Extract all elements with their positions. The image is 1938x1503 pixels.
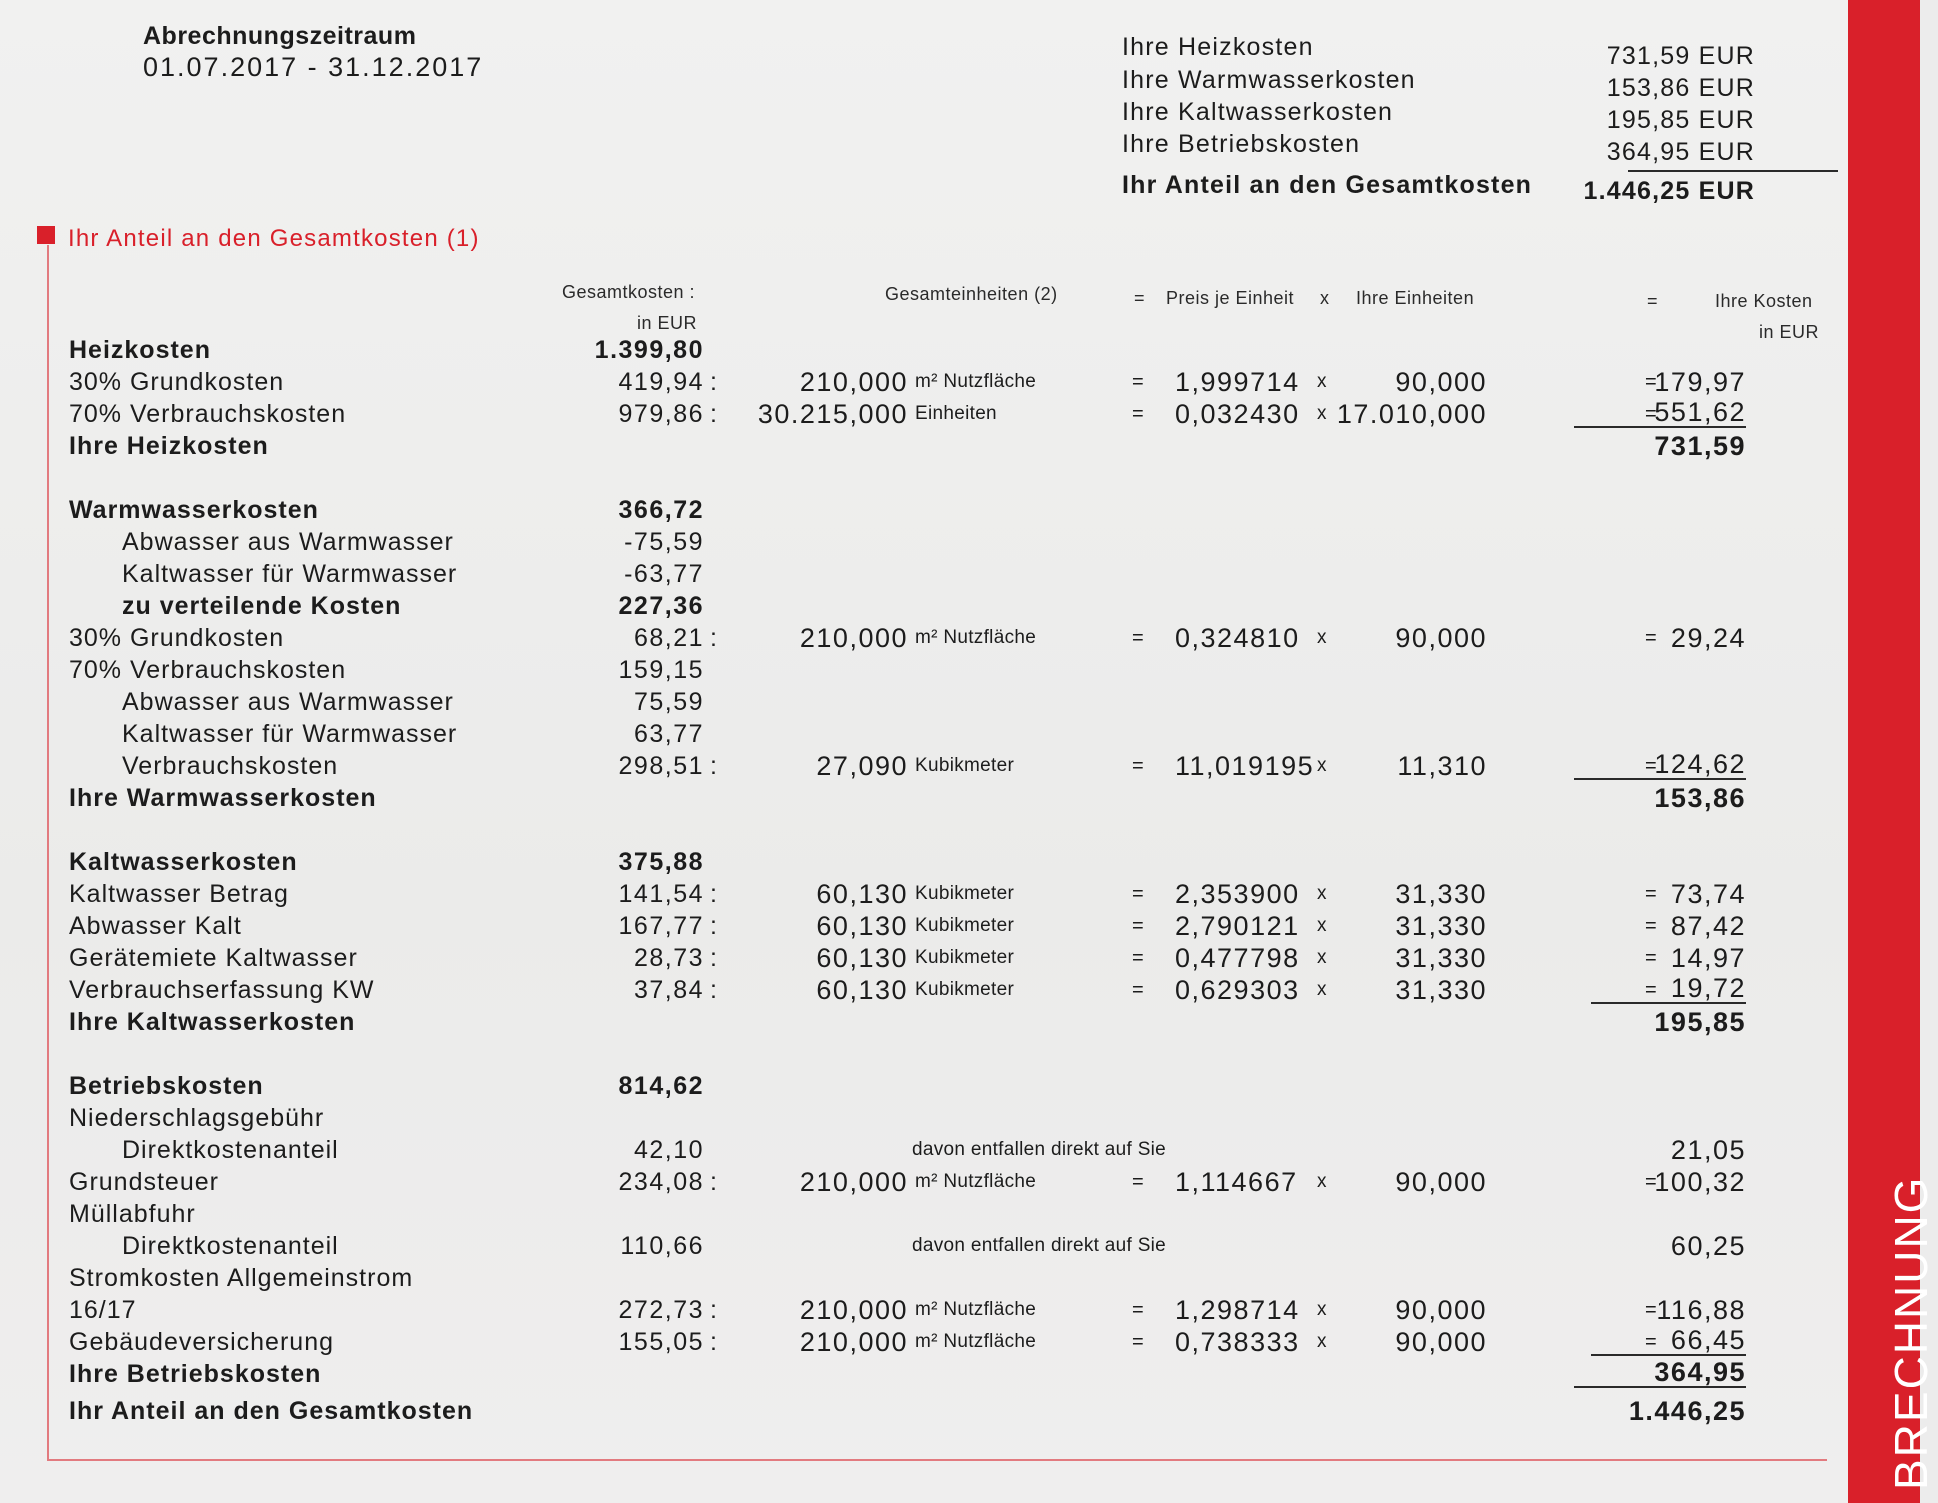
table-row	[0, 494, 1848, 526]
row-label: Ihre Warmwasserkosten	[69, 784, 377, 812]
table-row	[0, 718, 1848, 750]
row-label: Kaltwasser für Warmwasser	[122, 560, 458, 588]
summary-warmwater-label: Ihre Warmwasserkosten	[1122, 66, 1416, 94]
table-row	[0, 942, 1848, 974]
header-your-units: Ihre Einheiten	[1356, 288, 1475, 308]
row-your-units: 31,330	[1395, 943, 1487, 973]
row-your-units: 11,310	[1397, 751, 1487, 781]
section-marker-icon	[37, 226, 55, 244]
row-label: Direktkostenanteil	[122, 1136, 339, 1164]
row-your-cost: 87,42	[1670, 911, 1746, 941]
row-total-cost: 814,62	[618, 1072, 704, 1100]
row-your-units: 90,000	[1395, 623, 1487, 653]
row-unit-type: m² Nutzfläche	[915, 1331, 1037, 1352]
row-total-units: 27,090	[816, 751, 908, 781]
period-value: 01.07.2017 - 31.12.2017	[143, 52, 484, 82]
table-row	[0, 654, 1848, 686]
table-row	[0, 398, 1848, 430]
row-equals: =	[1132, 915, 1144, 937]
table-row	[0, 1358, 1848, 1390]
table-row	[0, 1198, 1848, 1230]
table-row	[0, 430, 1848, 462]
row-your-cost: 364,95	[1574, 1358, 1746, 1388]
row-label: Niederschlagsgebühr	[69, 1104, 325, 1132]
row-times: x	[1317, 947, 1327, 968]
table-row	[0, 1134, 1848, 1166]
row-times: x	[1317, 1299, 1327, 1320]
row-total-units: 30.215,000	[757, 399, 908, 429]
row-label: Kaltwasser für Warmwasser	[122, 720, 458, 748]
row-total-cost: 75,59	[633, 688, 704, 716]
summary-heating-value: 731,59 EUR	[1606, 42, 1755, 70]
row-your-cost: 179,97	[1654, 367, 1746, 397]
side-band-text: BRECHNUNG	[1885, 1175, 1937, 1490]
row-your-cost: 60,25	[1670, 1231, 1746, 1261]
row-equals: =	[1132, 1331, 1144, 1353]
row-colon: :	[710, 880, 717, 908]
row-your-cost: 124,62	[1574, 750, 1746, 780]
row-total-cost: 155,05	[618, 1328, 704, 1356]
row-label: Ihre Heizkosten	[69, 432, 269, 460]
row-price-per-unit: 0,629303	[1175, 975, 1300, 1005]
header-times: x	[1320, 288, 1330, 308]
row-your-cost: 153,86	[1654, 783, 1746, 813]
row-unit-type: Kubikmeter	[915, 883, 1015, 904]
row-unit-type: Kubikmeter	[915, 979, 1015, 1000]
row-times: x	[1317, 915, 1327, 936]
row-colon: :	[710, 1168, 717, 1196]
row-your-units: 90,000	[1395, 1295, 1487, 1325]
row-total-cost: 366,72	[618, 496, 704, 524]
summary-total-label: Ihr Anteil an den Gesamtkosten	[1122, 171, 1533, 199]
row-price-per-unit: 1,298714	[1175, 1295, 1300, 1325]
row-your-units: 90,000	[1395, 367, 1487, 397]
table-row	[0, 1230, 1848, 1262]
header-total-units: Gesamteinheiten (2)	[885, 284, 1058, 304]
summary-coldwater-value: 195,85 EUR	[1606, 106, 1755, 134]
row-total-cost: 272,73	[618, 1296, 704, 1324]
row-total-units: 210,000	[799, 1327, 908, 1357]
row-equals-2: =	[1645, 883, 1657, 905]
period-label: Abrechnungszeitraum	[143, 22, 417, 50]
row-times: x	[1317, 403, 1327, 424]
row-times: x	[1317, 1171, 1327, 1192]
row-equals: =	[1132, 627, 1144, 649]
table-row	[0, 1395, 1848, 1427]
row-equals: =	[1132, 947, 1144, 969]
row-times: x	[1317, 883, 1327, 904]
row-total-cost: 110,66	[620, 1232, 704, 1260]
header-your-costs: Ihre Kosten	[1715, 291, 1813, 311]
table-row	[0, 878, 1848, 910]
row-your-units: 31,330	[1395, 911, 1487, 941]
row-total-cost: 42,10	[633, 1136, 704, 1164]
row-total-cost: 227,36	[618, 592, 704, 620]
row-your-cost: 73,74	[1670, 879, 1746, 909]
header-total-costs: Gesamtkosten :	[562, 282, 696, 302]
row-price-per-unit: 0,738333	[1175, 1327, 1300, 1357]
row-label: Kaltwasserkosten	[69, 848, 298, 876]
row-total-cost: 159,15	[618, 656, 704, 684]
row-label: Verbrauchskosten	[122, 752, 339, 780]
row-colon: :	[710, 400, 717, 428]
table-row	[0, 558, 1848, 590]
row-your-cost: 19,72	[1591, 974, 1746, 1004]
summary-operating-label: Ihre Betriebskosten	[1122, 130, 1361, 158]
row-price-per-unit: 2,353900	[1175, 879, 1300, 909]
row-colon: :	[710, 1328, 717, 1356]
summary-heating-label: Ihre Heizkosten	[1122, 33, 1314, 61]
table-row	[0, 1006, 1848, 1038]
table-row	[0, 366, 1848, 398]
row-label: Kaltwasser Betrag	[69, 880, 289, 908]
row-colon: :	[710, 624, 717, 652]
row-equals-2: =	[1645, 627, 1657, 649]
row-equals-2: =	[1645, 979, 1657, 1001]
table-row	[0, 1070, 1848, 1102]
row-unit-type: m² Nutzfläche	[915, 1171, 1037, 1192]
row-total-cost: 28,73	[633, 944, 704, 972]
row-label: Ihre Betriebskosten	[69, 1360, 322, 1388]
row-colon: :	[710, 368, 717, 396]
row-your-cost: 116,88	[1656, 1295, 1746, 1325]
table-row	[0, 334, 1848, 366]
row-label: Betriebskosten	[69, 1072, 264, 1100]
row-your-units: 17.010,000	[1336, 399, 1487, 429]
row-total-cost: -75,59	[624, 528, 704, 556]
row-equals-2: =	[1645, 915, 1657, 937]
row-total-cost: 298,51	[618, 752, 704, 780]
header-eq2: =	[1647, 291, 1659, 311]
row-price-per-unit: 1,999714	[1175, 367, 1300, 397]
row-times: x	[1317, 371, 1327, 392]
row-colon: :	[710, 1296, 717, 1324]
row-label: Direktkostenanteil	[122, 1232, 339, 1260]
row-equals: =	[1132, 755, 1144, 777]
row-price-per-unit: 0,032430	[1175, 399, 1300, 429]
header-price-per-unit: Preis je Einheit	[1166, 288, 1295, 308]
table-row	[0, 910, 1848, 942]
header-total-costs-unit: in EUR	[637, 313, 698, 333]
row-label: Stromkosten Allgemeinstrom	[69, 1264, 414, 1292]
table-row	[0, 1326, 1848, 1358]
row-total-cost: 979,86	[618, 400, 704, 428]
table-row	[0, 622, 1848, 654]
row-price-per-unit: 0,477798	[1175, 943, 1300, 973]
row-total-units: 60,130	[816, 975, 908, 1005]
row-total-units: 60,130	[816, 943, 908, 973]
row-label: 30% Grundkosten	[69, 624, 285, 652]
row-unit-type: m² Nutzfläche	[915, 1299, 1037, 1320]
row-unit-type: m² Nutzfläche	[915, 627, 1037, 648]
row-label: 70% Verbrauchskosten	[69, 400, 347, 428]
summary-total-value: 1.446,25 EUR	[1583, 177, 1755, 205]
row-total-cost: 375,88	[618, 848, 704, 876]
row-your-units: 31,330	[1395, 879, 1487, 909]
row-total-cost: 234,08	[618, 1168, 704, 1196]
row-total-units: 60,130	[816, 911, 908, 941]
row-direct-note: davon entfallen direkt auf Sie	[912, 1235, 1167, 1256]
row-label: Ihre Kaltwasserkosten	[69, 1008, 356, 1036]
row-unit-type: m² Nutzfläche	[915, 371, 1037, 392]
row-total-units: 60,130	[816, 879, 908, 909]
row-times: x	[1317, 1331, 1327, 1352]
row-colon: :	[710, 976, 717, 1004]
row-total-cost: 68,21	[633, 624, 704, 652]
row-times: x	[1317, 627, 1327, 648]
row-equals: =	[1132, 1299, 1144, 1321]
row-total-units: 210,000	[799, 1167, 908, 1197]
row-your-units: 31,330	[1395, 975, 1487, 1005]
row-your-cost: 21,05	[1670, 1135, 1746, 1165]
row-label: 30% Grundkosten	[69, 368, 285, 396]
row-your-cost: 100,32	[1654, 1167, 1746, 1197]
table-row	[0, 750, 1848, 782]
row-label: Müllabfuhr	[69, 1200, 196, 1228]
row-unit-type: Einheiten	[915, 403, 997, 424]
table-row	[0, 1262, 1848, 1294]
row-label: Heizkosten	[69, 336, 211, 364]
row-total-cost: 167,77	[618, 912, 704, 940]
table-row	[0, 1102, 1848, 1134]
table-row	[0, 526, 1848, 558]
row-times: x	[1317, 979, 1327, 1000]
row-label: 16/17	[69, 1296, 137, 1324]
row-label: zu verteilende Kosten	[122, 592, 402, 620]
table-row	[0, 1166, 1848, 1198]
row-total-units: 210,000	[799, 367, 908, 397]
row-label: Grundsteuer	[69, 1168, 219, 1196]
row-label: Warmwasserkosten	[69, 496, 319, 524]
header-your-costs-unit: in EUR	[1759, 322, 1820, 342]
row-total-cost: 141,54	[618, 880, 704, 908]
row-your-cost: 731,59	[1654, 431, 1746, 461]
summary-warmwater-value: 153,86 EUR	[1606, 74, 1755, 102]
row-equals: =	[1132, 371, 1144, 393]
row-total-cost: 63,77	[633, 720, 704, 748]
row-your-units: 90,000	[1395, 1327, 1487, 1357]
row-your-cost: 551,62	[1574, 398, 1746, 428]
row-label: Abwasser Kalt	[69, 912, 242, 940]
section-title: Ihr Anteil an den Gesamtkosten (1)	[68, 225, 480, 252]
row-equals: =	[1132, 403, 1144, 425]
table-row	[0, 590, 1848, 622]
row-label: Abwasser aus Warmwasser	[122, 688, 454, 716]
row-your-units: 90,000	[1395, 1167, 1487, 1197]
row-times: x	[1317, 755, 1327, 776]
row-your-cost: 1.446,25	[1628, 1396, 1746, 1426]
row-direct-note: davon entfallen direkt auf Sie	[912, 1139, 1167, 1160]
table-row	[0, 974, 1848, 1006]
row-total-cost: -63,77	[624, 560, 704, 588]
row-total-units: 210,000	[799, 1295, 908, 1325]
header-eq: =	[1134, 288, 1146, 308]
row-equals: =	[1132, 1171, 1144, 1193]
row-equals-2: =	[1645, 1299, 1657, 1321]
row-total-cost: 1.399,80	[594, 336, 704, 364]
row-equals: =	[1132, 979, 1144, 1001]
row-total-cost: 419,94	[618, 368, 704, 396]
table-row	[0, 686, 1848, 718]
row-colon: :	[710, 944, 717, 972]
row-equals-2: =	[1645, 371, 1657, 393]
row-label: 70% Verbrauchskosten	[69, 656, 347, 684]
row-label: Ihr Anteil an den Gesamtkosten	[69, 1397, 474, 1425]
row-equals-2: =	[1645, 1171, 1657, 1193]
row-label: Abwasser aus Warmwasser	[122, 528, 454, 556]
summary-coldwater-label: Ihre Kaltwasserkosten	[1122, 98, 1394, 126]
row-equals-2: =	[1645, 403, 1657, 425]
table-row	[0, 846, 1848, 878]
row-price-per-unit: 2,790121	[1175, 911, 1300, 941]
row-price-per-unit: 1,114667	[1175, 1167, 1298, 1197]
row-your-cost: 66,45	[1591, 1326, 1746, 1356]
row-colon: :	[710, 752, 717, 780]
row-total-units: 210,000	[799, 623, 908, 653]
summary-operating-value: 364,95 EUR	[1606, 138, 1755, 166]
row-colon: :	[710, 912, 717, 940]
row-equals-2: =	[1645, 1331, 1657, 1353]
row-your-cost: 14,97	[1670, 943, 1746, 973]
row-label: Verbrauchserfassung KW	[69, 976, 375, 1004]
row-equals-2: =	[1645, 947, 1657, 969]
row-unit-type: Kubikmeter	[915, 947, 1015, 968]
row-label: Gebäudeversicherung	[69, 1328, 334, 1356]
row-equals: =	[1132, 883, 1144, 905]
row-label: Gerätemiete Kaltwasser	[69, 944, 358, 972]
row-your-cost: 195,85	[1654, 1007, 1746, 1037]
table-row	[0, 1294, 1848, 1326]
section-bottom-rule	[47, 1459, 1827, 1461]
table-row	[0, 782, 1848, 814]
row-unit-type: Kubikmeter	[915, 915, 1015, 936]
row-equals-2: =	[1645, 755, 1657, 777]
row-price-per-unit: 0,324810	[1175, 623, 1300, 653]
summary-divider	[1628, 170, 1838, 172]
row-your-cost: 29,24	[1670, 623, 1746, 653]
row-price-per-unit: 11,019195	[1175, 751, 1315, 781]
row-unit-type: Kubikmeter	[915, 755, 1015, 776]
row-total-cost: 37,84	[633, 976, 704, 1004]
